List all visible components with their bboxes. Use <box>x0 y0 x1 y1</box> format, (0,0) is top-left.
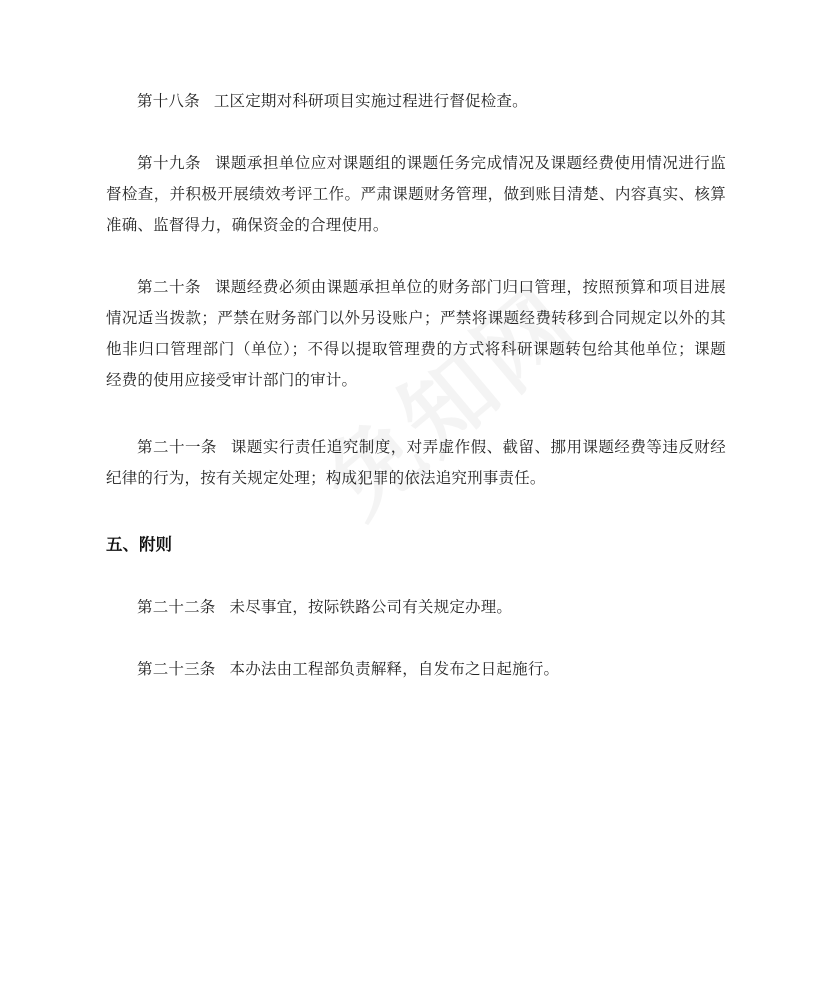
article-number: 第二十三条 <box>137 660 216 678</box>
article-18 <box>106 86 726 117</box>
article-19 <box>106 148 726 241</box>
article-text: 本办法由工程部负责解释，自发布之日起施行。 <box>229 660 560 678</box>
article-number: 第二十条 <box>137 278 201 296</box>
article-text: 工区定期对科研项目实施过程进行督促检查。 <box>213 92 528 110</box>
article-22 <box>106 592 726 623</box>
section-heading: 五、附则 <box>106 535 172 554</box>
article-number: 第二十二条 <box>137 598 216 616</box>
article-number: 第二十一条 <box>137 438 217 456</box>
article-number: 第十八条 <box>137 92 200 110</box>
article-text: 课题经费必须由课题承担单位的财务部门归口管理，按照预算和项目进展情况适当拨款；严禁在财务部门以外另设账户；严禁将课题经费转移到合同规定以外的其他非归口管理部门（单位）；不得以提取管理费的方式将科研课题转包给其他单位；课题经费的使用应接受审计部门的审计。 <box>106 278 726 389</box>
article-text: 未尽事宜，按际铁路公司有关规定办理。 <box>229 598 513 616</box>
article-number: 第十九条 <box>137 154 201 172</box>
article-text: 课题承担单位应对课题组的课题任务完成情况及课题经费使用情况进行监督检查，并积极开展绩效考评工作。严肃课题财务管理，做到账目清楚、内容真实、核算准确、监督得力，确保资金的合理使用。 <box>106 154 726 234</box>
article-23 <box>106 654 726 685</box>
article-text: 课题实行责任追究制度，对弄虚作假、截留、挪用课题经费等违反财经纪律的行为，按有关规定处理；构成犯罪的依法追究刑事责任。 <box>106 438 726 487</box>
article-21 <box>106 432 726 494</box>
article-20 <box>106 272 726 396</box>
